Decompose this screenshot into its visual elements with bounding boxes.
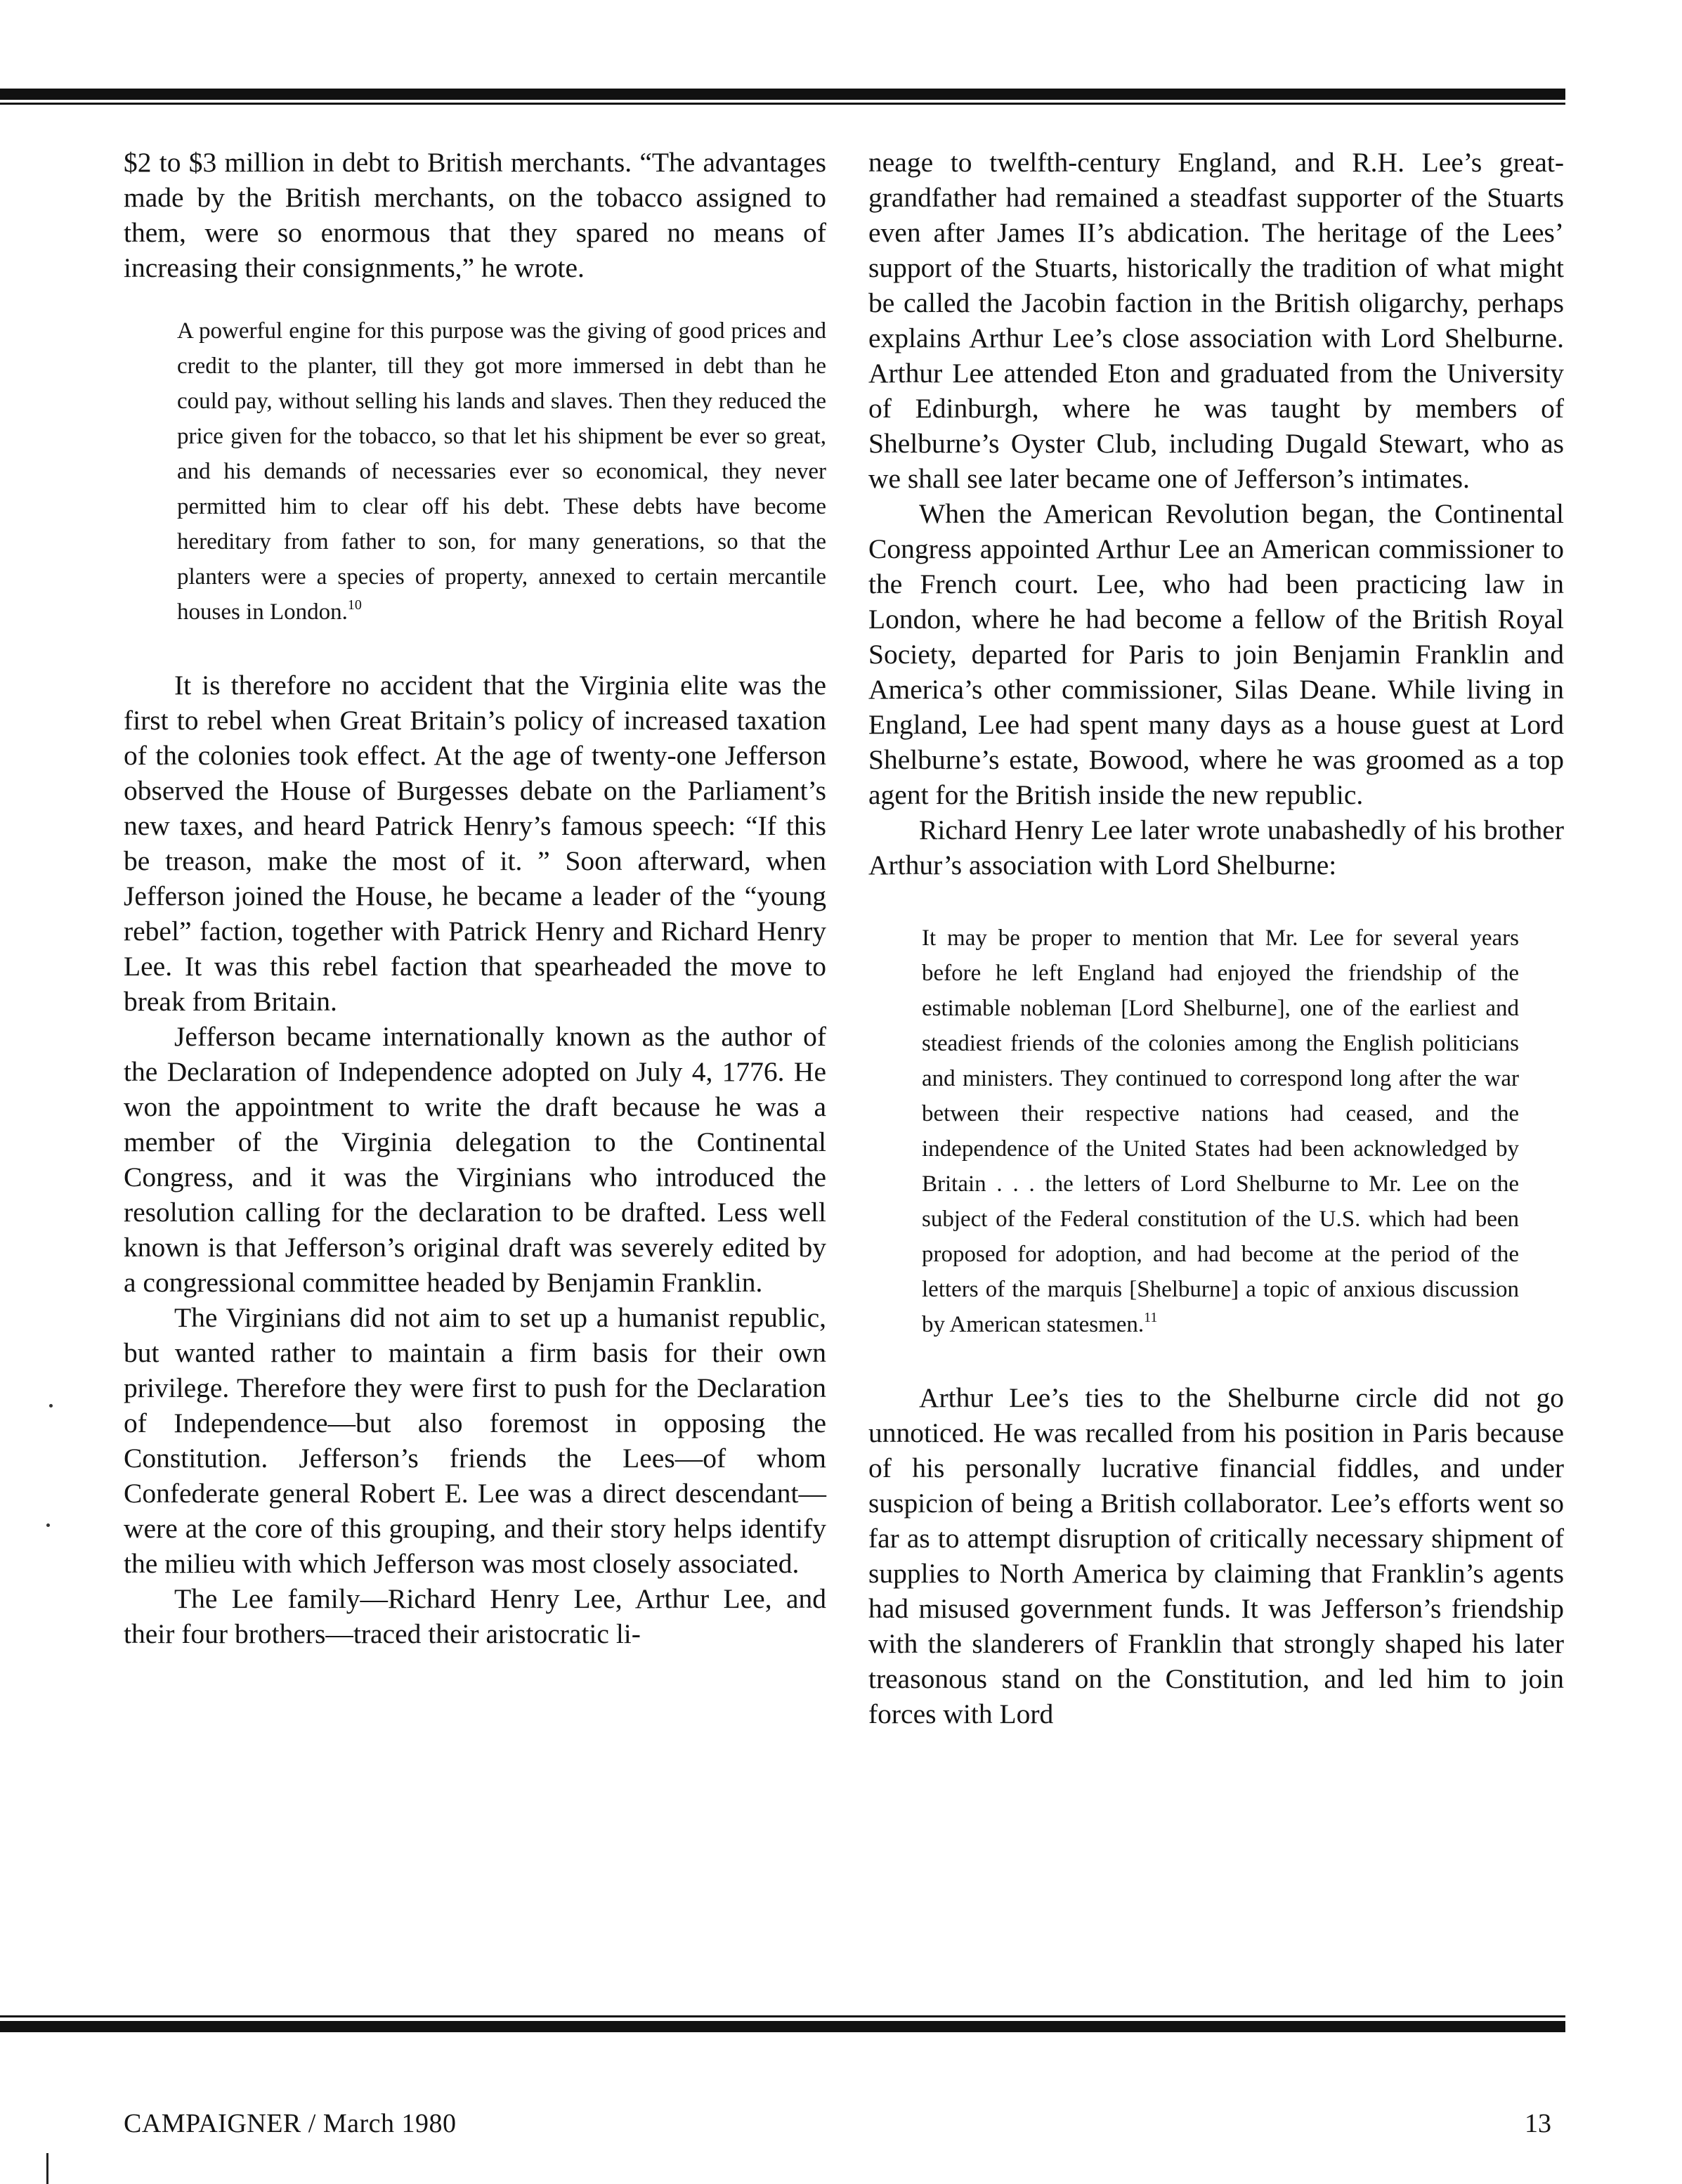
paragraph: The Virginians did not aim to set up a humanist republic, but wanted rather to maintain a firm basis for their own privilege. Therefore they were first to push for the Declaration of Independence—but also foremost in opposing the Constitution. Jefferson’s friends the Lees—of whom Confederate general Robert E. Lee was a direct descendant—were at the core of this grouping, and their story helps identify the milieu with which Jefferson was most closely associated. [124, 1302, 826, 1579]
paragraph: neage to twelfth-century England, and R.H. Lee’s great-grandfather had remained a steadfast supporter of the Stuarts even after James II’s abdication. The heritage of the Lees’ support of the Stuarts, historically the tradition of what might be called the Jacobin faction in the British oligarchy, perhaps explains Arthur Lee’s close association with Lord Shelburne. Arthur Lee attended Eton and graduated from the University of Edinburgh, where he was taught by members of Shelburne’s Oyster Club, including Dugald Stewart, who as we shall see later became one of Jefferson’s intimates. [868, 147, 1564, 494]
scan-speck [46, 1523, 50, 1527]
paragraph: $2 to $3 million in debt to British merchants. “The advantages made by the British merchants, on the tobacco assigned to them, were so enormous that they spared no means of increasing their consignments,” he wrote. [124, 147, 826, 283]
footnote-ref: 10 [347, 597, 362, 613]
paragraph: When the American Revolution began, the Continental Congress appointed Arthur Lee an American commissioner to the French court. Lee, who had been practicing law in London, where he had become a fellow of the British Royal Society, departed for Paris to join Benjamin Franklin and America’s other commissioner, Silas Deane. While living in England, Lee had spent many days as a house guest at Lord Shelburne’s estate, Bowood, where he was groomed as a top agent for the British inside the new republic. [868, 498, 1564, 810]
top-rule [0, 89, 1565, 100]
right-column [868, 145, 1564, 1731]
paragraph: It is therefore no accident that the Virginia elite was the first to rebel when Great Britain’s policy of increased taxation of the colonies took effect. At the age of twenty-one Jefferson observed the House of Burgesses debate on the Parliament’s new taxes, and heard Patrick Henry’s famous speech: “If this be treason, make the most of it. ” Soon afterward, when Jefferson joined the House, he became a leader of the “young rebel” faction, together with Patrick Henry and Richard Henry Lee. It was this rebel faction that spearheaded the move to break from Britain. [124, 670, 826, 1017]
page-number: 13 [1525, 2109, 1551, 2138]
bottom-rule-thin [0, 2015, 1565, 2017]
paragraph: Richard Henry Lee later wrote unabashedly of his brother Arthur’s association with Lord Shelburne: [868, 814, 1564, 880]
paragraph: Jefferson became internationally known as the author of the Declaration of Independence adopted on July 4, 1776. He won the appointment to write the draft because he was a member of the Virginia delegation to the Continental Congress, and it was the Virginians who introduced the resolution calling for the declaration to be drafted. Less well known is that Jefferson’s original draft was severely edited by a congressional committee headed by Benjamin Franklin. [124, 1021, 826, 1298]
quote-text [922, 921, 1519, 1342]
bottom-rule [0, 2021, 1565, 2032]
paragraph: The Lee family—Richard Henry Lee, Arthur Lee, and their four brothers—traced their aristocratic li- [124, 1583, 826, 1649]
footnote-ref: 11 [1144, 1310, 1158, 1325]
quote-body: It may be proper to mention that Mr. Lee for several years before he left England had enjoyed the friendship of the estimable nobleman [Lord Shelburne], one of the earliest and steadiest friends of the colonies among the English politicians and ministers. They continued to correspond long after the war between their respective nations had ceased, and the independence of the United States had been acknowledged by Britain . . . the letters of Lord Shelburne to Mr. Lee on the subject of the Federal constitution of the U.S. which had been proposed for adoption, and had become at the period of the letters of the marquis [Shelburne] a topic of anxious discussion by American statesmen. [922, 925, 1519, 1337]
block-quote [922, 921, 1519, 1342]
paragraph: Arthur Lee’s ties to the Shelburne circle did not go unnoticed. He was recalled from his position in Paris because of his personally lucrative financial fiddles, and under suspicion of being a British collaborator. Lee’s efforts went so far as to attempt disruption of critically necessary shipment of supplies to North America by claiming that Franklin’s agents had misused government funds. It was Jefferson’s friendship with the slanderers of Franklin that strongly shaped his later treasonous stand on the Constitution, and led him to join forces with Lord [868, 1382, 1564, 1729]
top-rule-thin [0, 103, 1565, 105]
block-quote [177, 313, 826, 630]
quote-text [177, 313, 826, 630]
publication-footer: CAMPAIGNER / March 1980 [124, 2109, 457, 2138]
left-column [124, 145, 826, 1651]
quote-body: A powerful engine for this purpose was the giving of good prices and credit to the planter, till they got more immersed in debt than he could pay, without selling his lands and slaves. Then they reduced the price given for the tobacco, so that let his shipment be ever so great, and his demands of necessaries ever so economical, they never permitted him to clear off his debt. These debts have become hereditary from father to son, for many generations, so that the planters were a species of property, annexed to certain mercantile houses in London. [177, 318, 826, 625]
scan-speck [49, 1404, 53, 1408]
margin-mark [46, 2153, 48, 2184]
